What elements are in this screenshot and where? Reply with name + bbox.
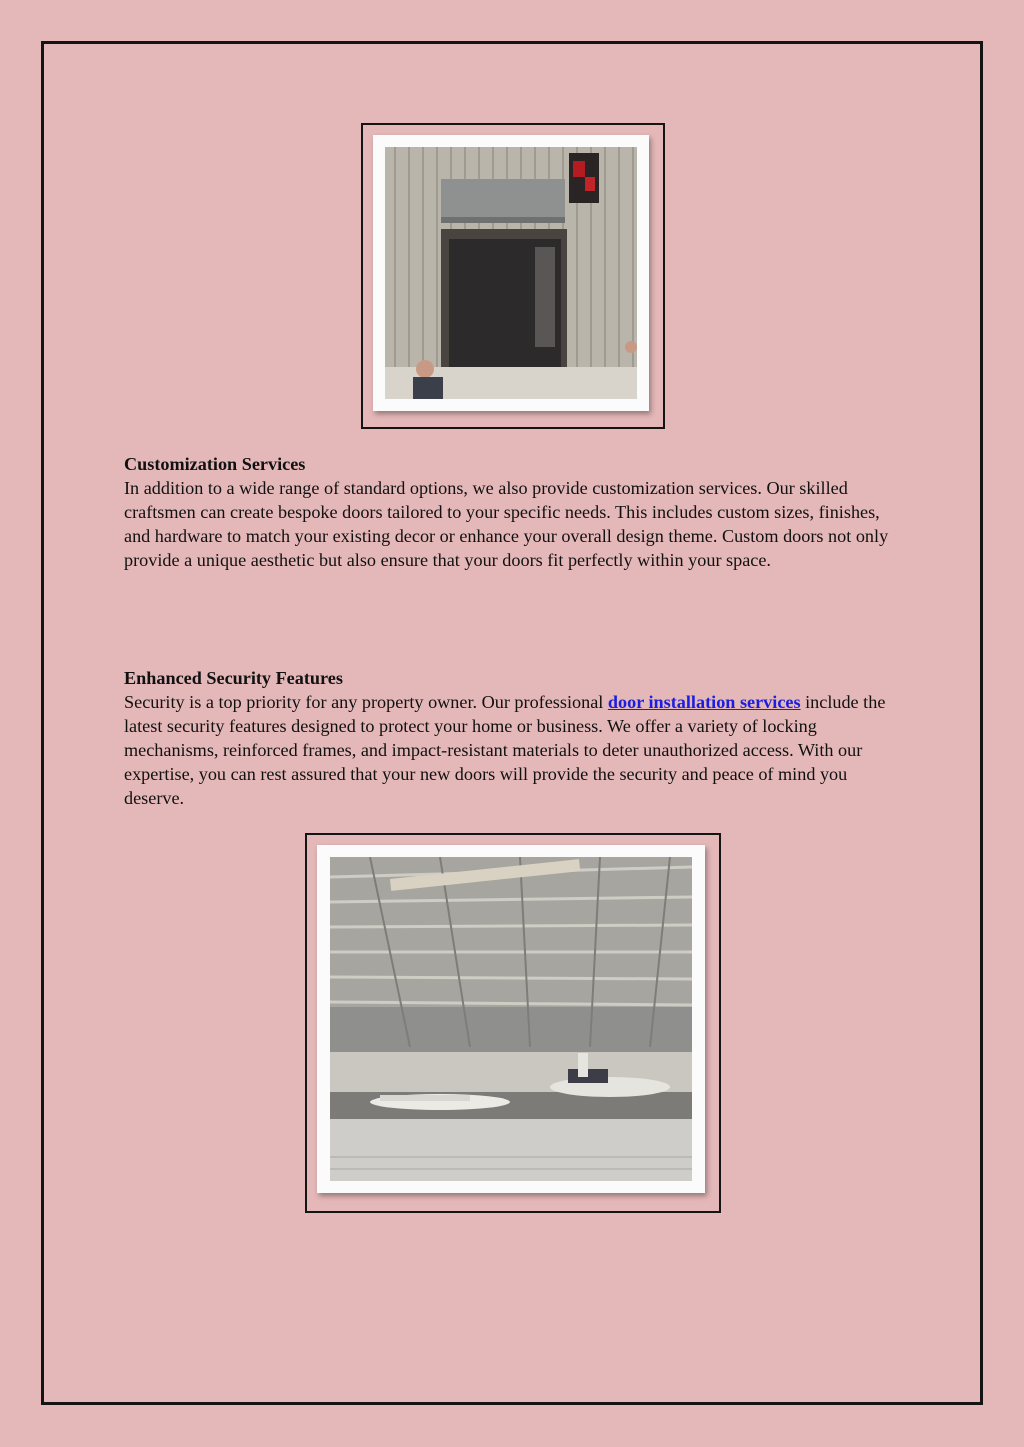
section-body-start: Security is a top priority for any property owner. Our professional bbox=[124, 692, 608, 712]
section-body-end: include the latest security features designed to protect your home or business. We offer a variety of locking mechanisms, reinforced frames, and impact-resistant materials to deter unauthorized access. With our expertise, you can rest assured that your new doors will provide the security and peace of mind you deserve. bbox=[124, 692, 886, 808]
door-photo-frame bbox=[361, 123, 665, 429]
section-body: In addition to a wide range of standard options, we also provide customization services. Our skilled craftsmen can create bespoke doors tailored to your specific needs. This includes custom sizes, finishes, and hardware to match your existing decor or enhance your overall design theme. Custom doors not only provide a unique aesthetic but also ensure that your doors fit perfectly within your space. bbox=[124, 478, 889, 570]
hangar-photo-frame bbox=[305, 833, 721, 1213]
security-section bbox=[124, 666, 904, 810]
hangar-photo-mat bbox=[317, 845, 705, 1193]
customization-section bbox=[124, 452, 904, 572]
section-heading: Customization Services bbox=[124, 454, 306, 474]
door-photo-mat bbox=[373, 135, 649, 411]
aircraft-hangar-photo bbox=[330, 857, 692, 1181]
door-installation-link[interactable]: door installation services bbox=[607, 692, 801, 712]
section-heading: Enhanced Security Features bbox=[124, 668, 343, 688]
overhead-door-photo bbox=[385, 147, 637, 399]
